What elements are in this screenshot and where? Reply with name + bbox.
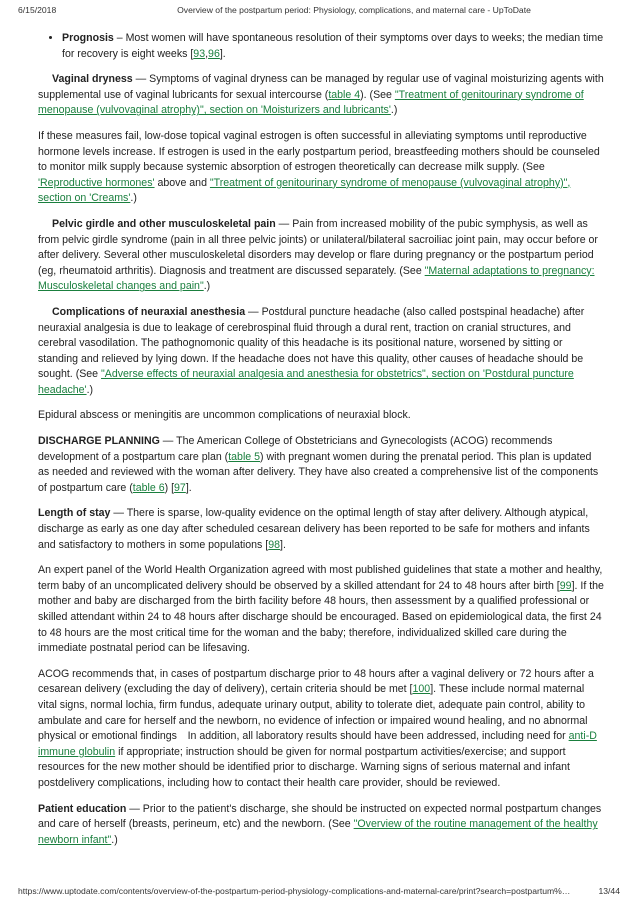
prognosis-item [62,31,604,62]
prognosis-text-end: ]. [219,47,226,60]
pelvic-girdle-label: Pelvic girdle and other musculoskeletal pain [52,217,276,230]
who-text-2: ]. If the mother and baby are discharged from the birth facility before 48 hours, then assessment by a qualified professional or skilled attendant within 24 to 48 hours after discharge should be encouraged. Based on epidemiological data, the first 24 to 48 hours are the most critical time for the woman and the baby; therefore, individualized skilled care during the immediate postnatal period can be lifesaving. [38,579,604,655]
prognosis-list [38,31,604,62]
reference-link-93[interactable]: 93 [193,47,206,60]
discharge-text-2: ) with pregnant women during the prenatal period. This plan is updated as needed and reviewed with the woman after delivery. They have also created a comprehensive list of the components of postpartum care ( [38,450,599,494]
estrogen-text-3: .) [130,192,137,205]
reference-link-100[interactable]: 100 [412,683,431,696]
discharge-text-4: ]. [185,481,192,494]
table-4-link[interactable]: table 4 [328,88,361,101]
who-text: An expert panel of the World Health Organization agreed with most published guidelines that state a mother and healthy, term baby of an uncomplicated delivery should be observed by a skilled attendant for 24 to 48 hours after birth [ [38,564,603,592]
print-title: Overview of the postpartum period: Physiology, complications, and maternal care - UpToDate [177,5,531,15]
patient-education-text-2: .) [111,833,118,846]
pelvic-girdle-text: — Pain from increased mobility of the pubic symphysis, as well as from pelvic girdle syndrome (pain in all three pelvic joints) or unilateral/bilateral sacroiliac joint pain, may occur before or after delivery. Several other musculoskeletal disorders may develop or flare during pregnancy or the postpartum period (eg, rheumatoid arthritis). Diagnosis and treatment are discussed separately. (See [38,217,598,277]
reference-link-96[interactable]: 96 [208,47,220,60]
length-of-stay-text: — There is sparse, low-quality evidence on the optimal length of stay after delivery. Although atypical, discharge as early as one day after scheduled cesarean delivery has been reported to be safe for mothers and infants and satisfactory to mothers in some populations [ [38,507,590,551]
print-date: 6/15/2018 [18,5,57,15]
discharge-planning-heading: DISCHARGE PLANNING [38,435,160,448]
patient-education-paragraph [38,802,604,849]
print-url: https://www.uptodate.com/contents/overview-of-the-postpartum-period-physiology-complications-and-maternal-care/print?search=postpartum%… [18,886,571,896]
article-body [38,31,604,858]
length-of-stay-paragraph [38,506,604,553]
prognosis-label: Prognosis [62,32,114,44]
postdural-headache-link[interactable]: "Adverse effects of neuraxial analgesia and anesthesia for obstetrics", section on 'Postdural puncture headache' [38,368,574,396]
healthy-newborn-link[interactable]: "Overview of the routine management of the healthy newborn infant" [38,818,598,846]
estrogen-text-2: above and [154,176,210,189]
neuraxial-text-2: .) [86,383,94,396]
reference-link-98[interactable]: 98 [268,538,281,551]
neuraxial-label: Complications of neuraxial anesthesia [52,305,246,318]
anti-d-immune-globulin-link[interactable]: anti-D immune globulin [38,730,597,758]
patient-education-label: Patient education [38,802,127,815]
who-paragraph [38,563,604,657]
table-5-link[interactable]: table 5 [228,450,261,463]
pelvic-girdle-paragraph [38,217,604,295]
length-of-stay-text-2: ]. [280,538,286,551]
table-6-link[interactable]: table 6 [132,481,165,494]
maternal-adaptations-link[interactable]: "Maternal adaptations to pregnancy: Musculoskeletal changes and pain" [38,264,595,293]
estrogen-paragraph [38,129,604,207]
acog-text-3: if appropriate; instruction should be given for normal postpartum activities/exercise; and support resources for the new mother should be identified prior to discharge. Warning signs of serious maternal and infant postdelivery complications, including how to contact their health care provider, should be reviewed. [38,745,570,789]
pelvic-girdle-text-2: .) [203,280,211,293]
estrogen-text: If these measures fail, low-dose topical vaginal estrogen is often successful in alleviating symptoms until reproductive hormone levels increase. If estrogen is used in the early postpartum period, breastfeeding mothers should be counseled to monitor milk supply because systemic absorption of estrogen theoretically can decrease milk supply. (See [38,129,600,174]
vaginal-dryness-text-2: ). (See [360,88,395,101]
gsm-creams-link[interactable]: "Treatment of genitourinary syndrome of menopause (vulvovaginal atrophy)", section on 'Creams' [38,176,571,205]
length-of-stay-label: Length of stay [38,507,111,520]
acog-paragraph [38,667,604,792]
page-number: 13/44 [598,886,620,896]
epidural-paragraph: Epidural abscess or meningitis are uncommon complications of neuraxial block. [38,409,411,422]
prognosis-text: – Most women will have spontaneous resolution of their symptoms over days to weeks; the median time for recovery is eight weeks [ [62,32,604,60]
gsm-moisturizers-link[interactable]: "Treatment of genitourinary syndrome of menopause (vulvovaginal atrophy)", section on 'Moisturizers and lubricants' [38,88,584,117]
discharge-planning-paragraph [38,434,604,496]
acog-text: ACOG recommends that, in cases of postpartum discharge prior to 48 hours after a vaginal delivery or 72 hours after a cesarean delivery (excluding the day of delivery), certain criteria should be met [ [38,667,594,696]
reference-link-99[interactable]: 99 [559,579,572,592]
acog-text-2: ]. These include normal maternal vital signs, normal lochia, firm fundus, adequate urinary output, ability to tolerate diet, adequate pain control, ability to ambulate and care for herself and the newborn, no evidence of infection or impaired wound healing, and no abnormal physical or emotional findings In addition, all laboratory results should have been addressed, including need for [38,683,588,743]
vaginal-dryness-label: Vaginal dryness [52,73,133,86]
discharge-text: — The American College of Obstetricians and Gynecologists (ACOG) recommends development of a postpartum care plan ( [38,435,553,463]
reference-separator: , [205,47,209,60]
vaginal-dryness-text: — Symptoms of vaginal dryness can be managed by regular use of vaginal moisturizing agents with supplemental use of vaginal lubricants for sexual intercourse ( [38,73,604,101]
reference-link-97[interactable]: 97 [174,481,186,494]
vaginal-dryness-paragraph [38,72,604,119]
neuraxial-paragraph [38,305,604,399]
discharge-text-3: ) [ [164,481,175,494]
vaginal-dryness-text-3: .) [390,104,398,117]
neuraxial-text: — Postdural puncture headache (also called postspinal headache) after neuraxial analgesia is due to leakage of cerebrospinal fluid through a dural rent, traction on cranial structures, and cerebral vasodilation. The pathognomonic quality of this headache is its positional nature, worsened by sitting or standing and relieved by lying down. If the headache does not have this quality, other causes of headache should be sought. (See [38,305,585,381]
reproductive-hormones-link[interactable]: 'Reproductive hormones' [38,176,155,189]
patient-education-text: — Prior to the patient's discharge, she should be instructed on expected normal postpartum changes and care of herself (breasts, perineum, etc) and the newborn. (See [38,802,602,831]
